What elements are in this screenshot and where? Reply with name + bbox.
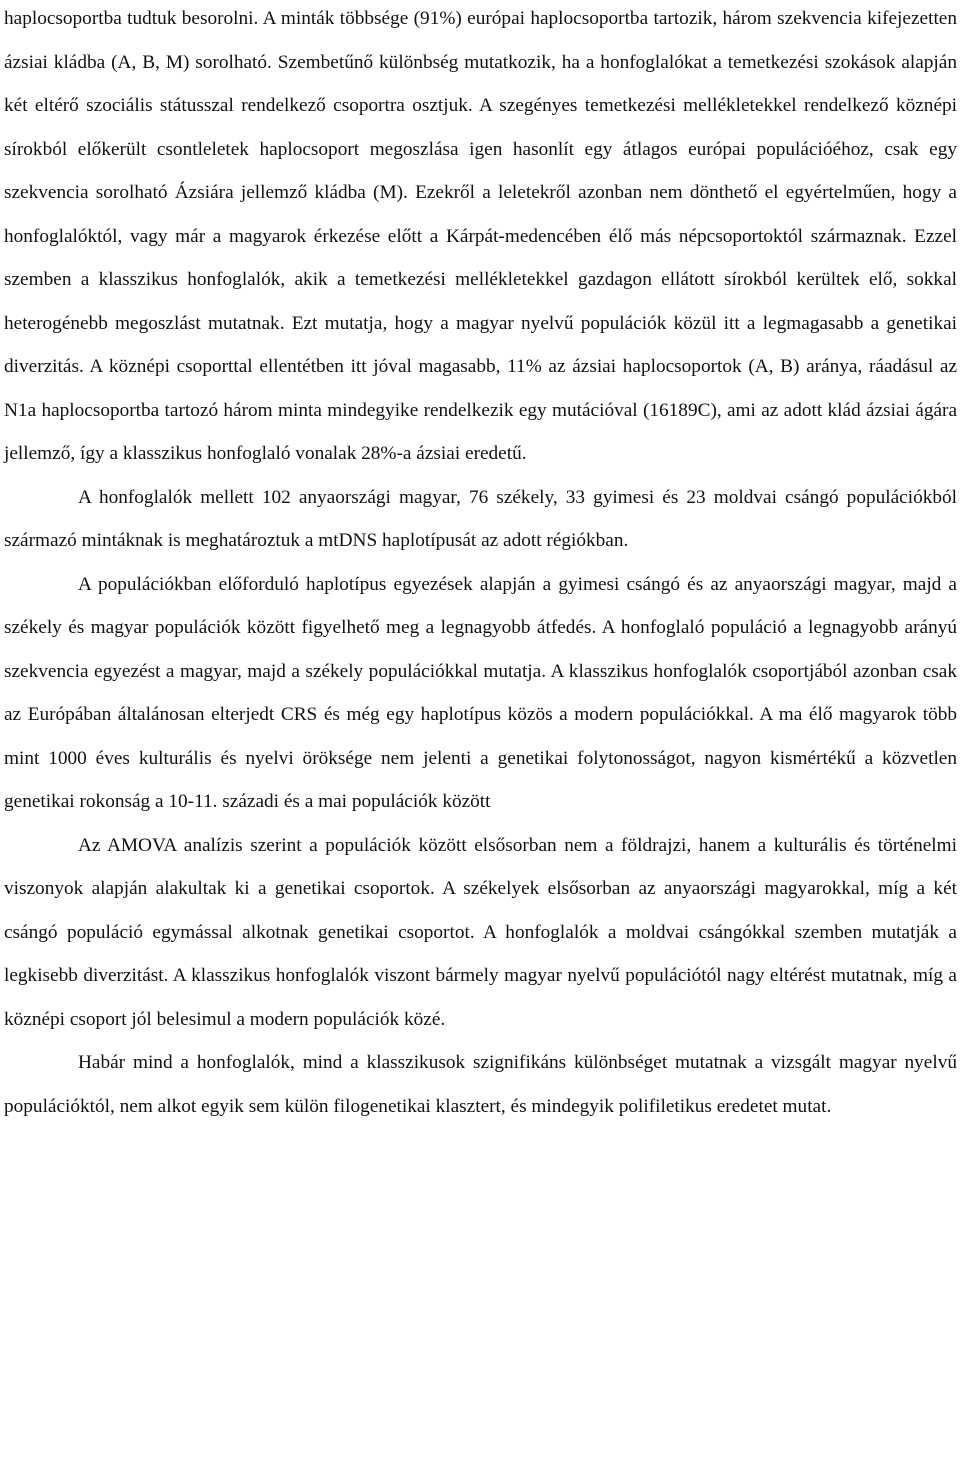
paragraph-amova-analysis: Az AMOVA analízis szerint a populációk között elsősorban nem a földrajzi, hanem a kulturális és történelmi viszonyok alapján alakultak ki a genetikai csoportok. A székelyek elsősorban az anyaországi magyarokkal, míg a két csángó populáció egymással alkotnak genetikai csoportot. A honfoglalók a moldvai csángókkal szemben mutatják a legkisebb diverzitást. A klasszikus honfoglalók viszont bármely magyar nyelvű populációtól nagy eltérést mutatnak, míg a köznépi csoport jól belesimul a modern populációk közé. [4,834,957,1030]
paragraph-haplotype-matches: A populációkban előforduló haplotípus egyezések alapján a gyimesi csángó és az anyaországi magyar, majd a székely és magyar populációk között figyelhető meg a legnagyobb átfedés. A honfoglaló populáció a legnagyobb arányú szekvencia egyezést a magyar, majd a székely populációkkal mutatja. A klasszikus honfoglalók csoportjából azonban csak az Európában általánosan elterjedt CRS és még egy haplotípus közös a modern populációkkal. A ma élő magyarok több mint 1000 éves kulturális és nyelvi öröksége nem jelenti a genetikai folytonosságot, nagyon kismértékű a közvetlen genetikai rokonság a 10-11. századi és a mai populációk között [4,573,957,812]
paragraph-conclusion: Habár mind a honfoglalók, mind a klasszikusok szignifikáns különbséget mutatnak a vizsgált magyar nyelvű populációktól, nem alkot egyik sem külön filogenetikai klasztert, és mindegyik polifiletikus eredetet mutat. [4,1052,957,1117]
paragraph-modern-samples: A honfoglalók mellett 102 anyaországi magyar, 76 székely, 33 gyimesi és 23 moldvai csángó populációkból származó mintáknak is meghatároztuk a mtDNS haplotípusát az adott régiókban. [4,486,957,551]
document-page [4,0,957,1128]
paragraph-haplogroup-results: haplocsoportba tudtuk besorolni. A minták többsége (91%) európai haplocsoportba tartozik, három szekvencia kifejezetten ázsiai kládba (A, B, M) sorolható. Szembetűnő különbség mutatkozik, ha a honfoglalókat a temetkezési szokások alapján két eltérő szociális státusszal rendelkező csoportra osztjuk. A szegényes temetkezési mellékletekkel rendelkező köznépi sírokból előkerült csontleletek haplocsoport megoszlása igen hasonlít egy átlagos európai populációéhoz, csak egy szekvencia sorolható Ázsiára jellemző kládba (M). Ezekről a leletekről azonban nem dönthető el egyértelműen, hogy a honfoglalóktól, vagy már a magyarok érkezése előtt a Kárpát-medencében élő más népcsoportoktól származnak. Ezzel szemben a klasszikus honfoglalók, akik a temetkezési mellékletekkel gazdagon ellátott sírokból kerültek elő, sokkal heterogénebb megoszlást mutatnak. Ezt mutatja, hogy a magyar nyelvű populációk közül itt a legmagasabb a genetikai diverzitás. A köznépi csoporttal ellentétben itt jóval magasabb, 11% az ázsiai haplocsoportok (A, B) aránya, ráadásul az N1a haplocsoportba tartozó három minta mindegyike rendelkezik egy mutációval (16189C), ami az adott klád ázsiai ágára jellemző, így a klasszikus honfoglaló vonalak 28%-a ázsiai eredetű. [4,8,957,464]
